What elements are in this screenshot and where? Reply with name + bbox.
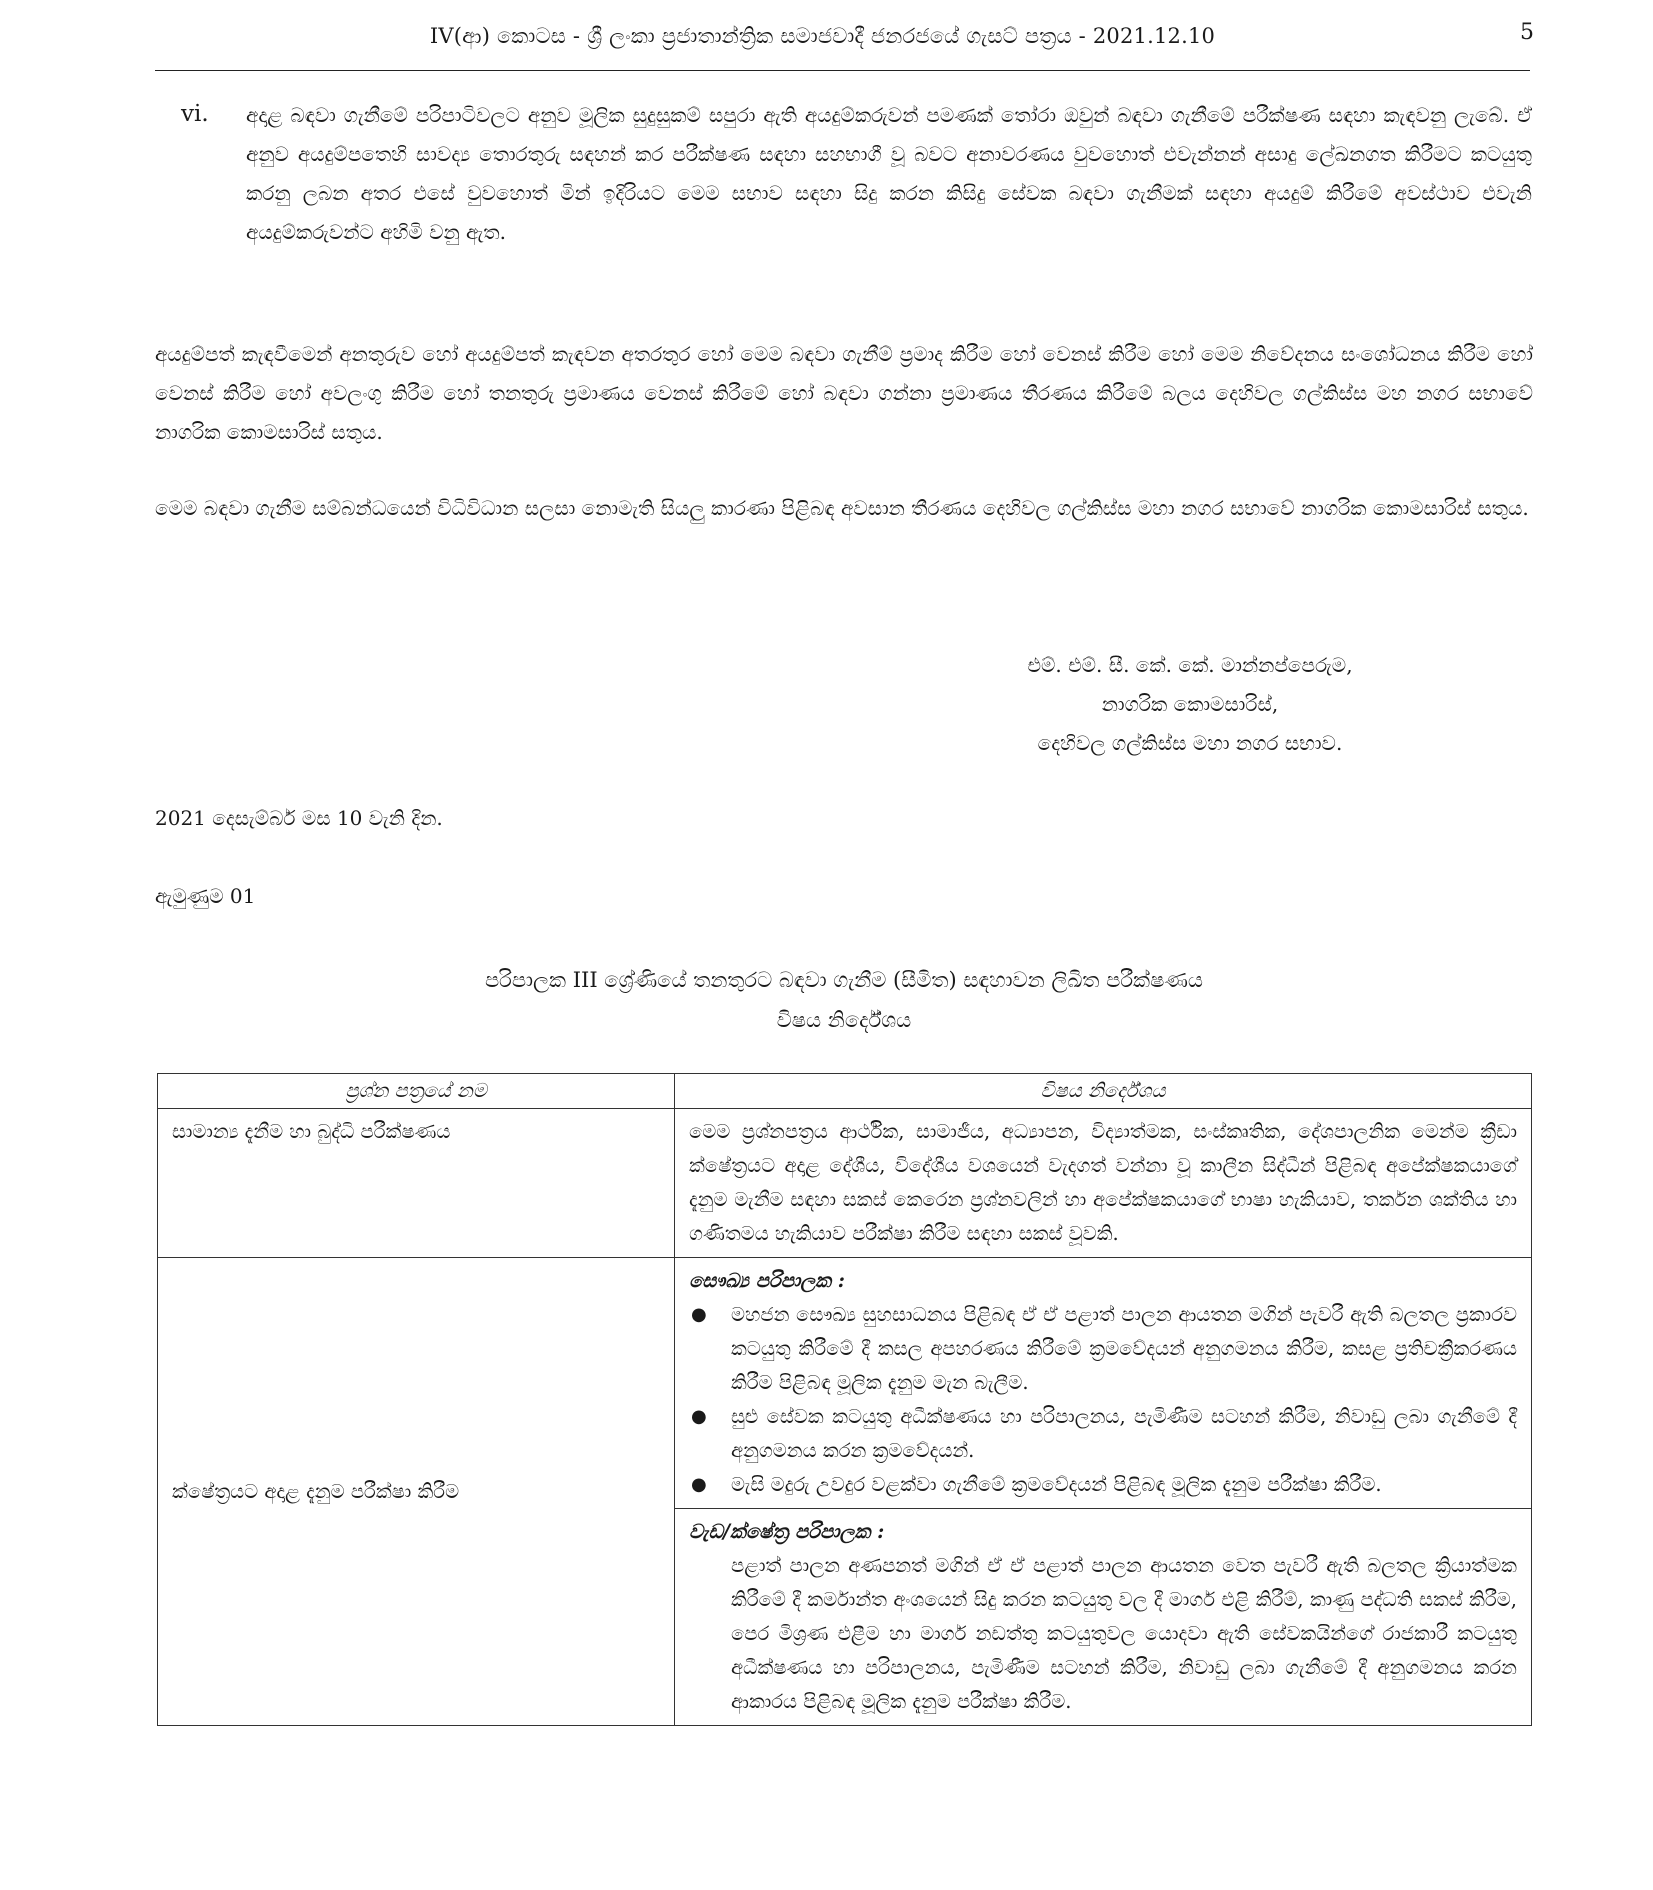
health-bullets [689, 1298, 1517, 1502]
final-decision-paragraph: මෙම බඳවා ගැනීම සම්බන්ධයෙන් විධිවිධාන සලසා නොමැති සියලු කාරණා පිළිබඳ අවසාන තීරණය දෙහිවල ගල්කිස්ස මහා නගර සභාවේ නාගරික කොමසාරිස් සතුය. [155, 496, 1529, 520]
syllabus-table [157, 1073, 1532, 1726]
signatory-name: එම්. එම්. සී. කේ. කේ. මාන්නප්පෙරුම, [1027, 653, 1353, 677]
list-item-text: මැසි මදුරු උවදුර වළක්වා ගැනීමේ ක්‍රමවේදයන් පිළිබඳ මූලික දැනුම පරීක්ෂා කිරීම. [731, 1473, 1382, 1496]
table-header-row [158, 1074, 1532, 1109]
syllabus-title-line2: විෂය නිර්දේශය [776, 1008, 912, 1032]
item-vi-marker: vi. [181, 101, 209, 127]
signature-block [950, 646, 1430, 763]
annex-label: ඇමුණුම 01 [155, 884, 256, 908]
list-item-text: සුළු සේවක කටයුතු අධීක්ෂණය හා පරිපාලනය, පැමිණීම සටහන් කිරීම, නිවාඩු ලබා ගැනීමේ දී අනුගමනය කරන ක්‍රමවේදයන්. [731, 1405, 1517, 1462]
syllabus-works [675, 1509, 1532, 1726]
health-heading: සෞඛ්‍ය පරිපාලක : [689, 1269, 846, 1292]
header-syllabus: විෂය නිර්දේශය [675, 1074, 1532, 1109]
header-title: IV(ආ) කොටස - ශ්‍රී ලංකා ප්‍රජාතාන්ත්‍රික සමාජවාදී ජනරජයේ ගැසට් පත්‍රය - 2021.12.10 [429, 24, 1216, 48]
date-line: 2021 දෙසැම්බර් මස 10 වැනි දින. [155, 806, 443, 830]
table-row [158, 1258, 1532, 1509]
syllabus-general: මෙම ප්‍රශ්නපත්‍රය ආර්ථික, සාමාජීය, අධ්‍යාපන, විද්‍යාත්මක, සංස්කෘතික, දේශපාලනික මෙන්ම ක්‍රීඩා ක්ෂේත්‍රයට අදාළ දේශීය, විදේශීය වශයෙන් වැදගත් වන්නා වූ කාලීන සිද්ධීන් පිළිබඳ අපේක්ෂකයාගේ දැනුම මැනීම සඳහා සකස් කෙරෙන ප්‍රශ්නවලින් හා අපේක්ෂකයාගේ භාෂා හැකියාව, තර්කන ශක්තිය හා ගණිතමය හැකියාව පරීක්ෂා කිරීම සඳහා සකස් වූවකි. [675, 1109, 1532, 1258]
works-heading: වැඩ/ක්ෂේත්‍ර පරිපාලක : [689, 1520, 885, 1543]
works-text: පළාත් පාලන අණපනත් මගින් ඒ ඒ පළාත් පාලන ආයතන වෙත පැවරී ඇති බලතල ක්‍රියාත්මක කිරීමේ දී කර්මාන්ත අංශයෙන් සිදු කරන කටයුතු වල දී මාර්ග එළි කිරීම්, කාණු පද්ධති සකස් කිරීම, පෙර මිශ්‍රණ එළීම හා මාර්ග නඩත්තු කටයුතුවල යොදවා ඇති සේවකයින්ගේ රාජකාරී කටයුතු අධීක්ෂණය හා පරිපාලනය, පැමිණීම සටහන් කිරීම, නිවාඩු ලබා ගැනීමේ දී අනුගමනය කරන ආකාරය පිළිබඳ මූලික දැනුම පරීක්ෂා කිරීම. [731, 1554, 1517, 1713]
page-header [155, 20, 1534, 71]
syllabus-title [155, 960, 1533, 1040]
item-vi-text: අදාළ බඳවා ගැනීමේ පරිපාටිවලට අනුව මූලික සුදුසුකම් සපුරා ඇති අයදුම්කරුවන් පමණක් තෝරා ඔවුන් බඳවා ගැනීමේ පරීක්ෂණ සඳහා කැඳවනු ලැබේ. ඒ අනුව අයදුම්පතෙහි සාවද්‍ය තොරතුරු සඳහන් කර පරීක්ෂණ සඳහා සහභාගී වූ බවට අනාවරණය වුවහොත් එවැන්නන් අසාදු ලේඛනගත කිරීමට කටයුතු කරනු ලබන අතර එසේ වුවහොත් මින් ඉදිරියට මෙම සභාව සඳහා සිදු කරන කිසිදු සේවක බඳවා ගැනීමක් සඳහා අයදුම් කිරීමේ අවස්ථාව එවැනි අයදුම්කරුවන්ට අහිමි වනු ඇත. [246, 103, 1532, 244]
paper-name-field: ක්ෂේත්‍රයට අදාළ දැනුම පරීක්ෂා කිරීම [158, 1258, 675, 1726]
list-item-text: මහජන සෞඛ්‍ය සුහසාධනය පිළිබඳ ඒ ඒ පළාත් පාලන ආයතන මගින් පැවරී ඇති බලතල ප්‍රකාරව කටයුතු කිරීමේ දී කසල අපහරණය කිරීමේ ක්‍රමවේදයන් අනුගමනය කිරීම, කසළ ප්‍රතිචක්‍රීකරණය කිරීම පිළිබඳ මූලික දැනුම මැන බැලීම. [731, 1303, 1517, 1394]
signatory-office: දෙහිවල ගල්කිස්ස මහා නගර සභාව. [1037, 731, 1343, 755]
paper-name-general: සාමාන්‍ය දැනීම හා බුද්ධි පරීක්ෂණය [158, 1109, 675, 1258]
signatory-title: නාගරික කොමසාරිස්, [1101, 692, 1279, 716]
page-number: 5 [1520, 20, 1534, 45]
syllabus-title-line1: පරිපාලක III ශ්‍රේණියේ තනතුරට බඳවා ගැනීම (සීමිත) සඳහාවන ලිඛිත පරීක්ෂණය [484, 968, 1204, 992]
list-item [689, 1468, 1517, 1502]
bullet-icon: ● [691, 1406, 707, 1427]
bullet-icon: ● [691, 1474, 707, 1495]
bullet-icon: ● [691, 1304, 707, 1325]
authority-paragraph: අයදුම්පත් කැඳවීමෙන් අනතුරුව හෝ අයදුම්පත් කැඳවන අතරතුර හෝ මෙම බඳවා ගැනීම් ප්‍රමාද කිරීම හෝ වෙනස් කිරීම හෝ මෙම නිවේදනය සංශෝධනය කිරීම හෝ වෙනස් කිරීම හෝ අවලංගු කිරීම හෝ තනතුරු ප්‍රමාණය වෙනස් කිරීමේ හෝ බඳවා ගන්නා ප්‍රමාණය තීරණය කිරීමේ බලය දෙහිවල ගල්කිස්ස මහ නගර සභාවේ නාගරික කොමසාරිස් සතුය. [155, 342, 1533, 444]
syllabus-health [675, 1258, 1532, 1509]
list-item [689, 1298, 1517, 1400]
table-row [158, 1109, 1532, 1258]
list-item [689, 1400, 1517, 1468]
header-paper-name: ප්‍රශ්න පත්‍රයේ නම [158, 1074, 675, 1109]
